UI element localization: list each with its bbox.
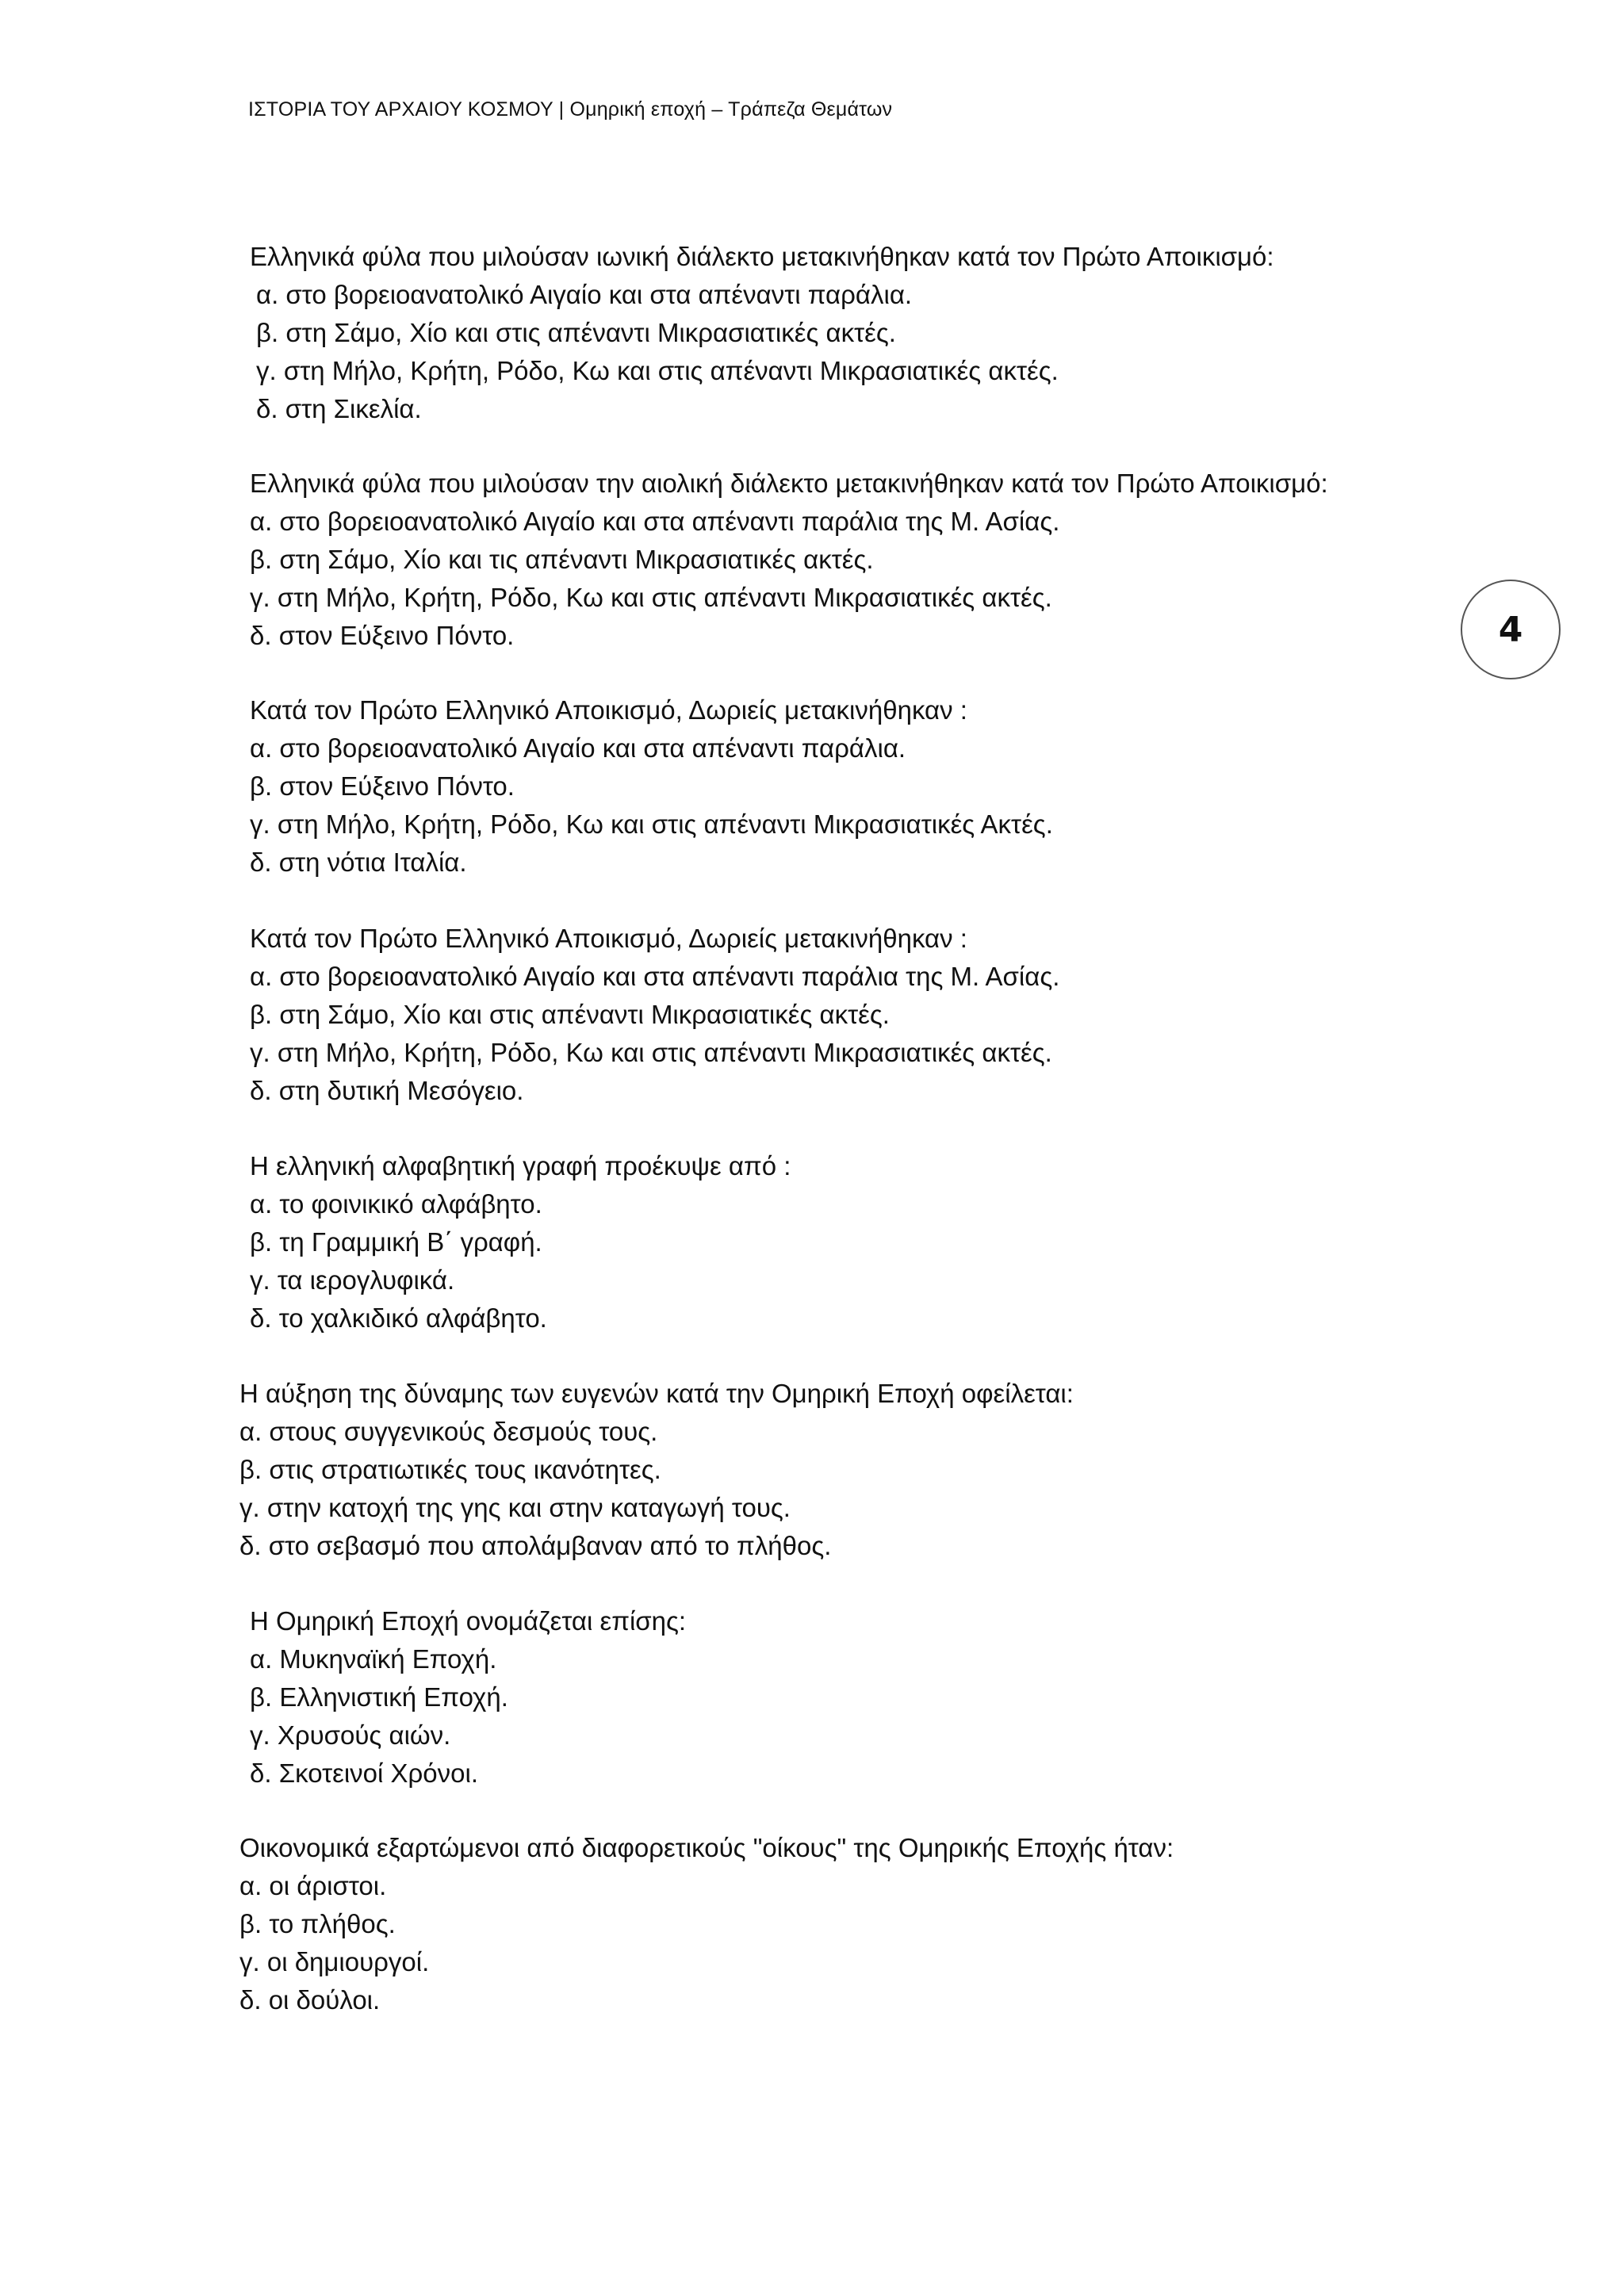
answer-option: δ. στη δυτική Μεσόγειο. bbox=[250, 1076, 524, 1105]
answer-option: γ. στη Μήλο, Κρήτη, Ρόδο, Κω και στις απέναντι Μικρασιατικές Ακτές. bbox=[250, 809, 1053, 839]
question-stem: Κατά τον Πρώτο Ελληνικό Αποικισμό, Δωριείς μετακινήθηκαν : bbox=[250, 924, 967, 953]
answer-option: α. στο βορειοανατολικό Αιγαίο και στα απέναντι παράλια. bbox=[250, 733, 906, 763]
answer-option: δ. οι δούλοι. bbox=[239, 1985, 381, 2015]
answer-option: β. στη Σάμο, Χίο και στις απέναντι Μικρασιατικές ακτές. bbox=[250, 1000, 890, 1029]
question-stem: Ελληνικά φύλα που μιλούσαν ιωνική διάλεκτο μετακινήθηκαν κατά τον Πρώτο Αποικισμό: bbox=[250, 242, 1274, 271]
answer-option: α. οι άριστοι. bbox=[239, 1871, 387, 1900]
answer-option: α. το φοινικικό αλφάβητο. bbox=[250, 1189, 542, 1219]
answer-option: α. στο βορειοανατολικό Αιγαίο και στα απέναντι παράλια της Μ. Ασίας. bbox=[250, 962, 1060, 991]
answer-option: γ. οι δημιουργοί. bbox=[239, 1947, 430, 1976]
answer-option: δ. στη νότια Ιταλία. bbox=[250, 848, 467, 877]
answer-option: γ. στη Μήλο, Κρήτη, Ρόδο, Κω και στις απέναντι Μικρασιατικές ακτές. bbox=[250, 1038, 1052, 1067]
answer-option: β. στις στρατιωτικές τους ικανότητες. bbox=[239, 1455, 661, 1484]
question-1 bbox=[250, 238, 1274, 428]
question-7 bbox=[250, 1602, 686, 1793]
page-number-badge: 4 bbox=[1461, 580, 1561, 679]
answer-option: β. στον Εύξεινο Πόντο. bbox=[250, 771, 515, 801]
answer-option: α. στους συγγενικούς δεσμούς τους. bbox=[239, 1417, 658, 1446]
question-2 bbox=[250, 465, 1328, 655]
answer-option: γ. Χρυσούς αιών. bbox=[250, 1720, 451, 1750]
answer-option: β. το πλήθος. bbox=[239, 1909, 396, 1938]
question-8 bbox=[239, 1829, 1174, 2019]
question-6 bbox=[239, 1375, 1074, 1565]
question-stem: Ελληνικά φύλα που μιλούσαν την αιολική διάλεκτο μετακινήθηκαν κατά τον Πρώτο Αποικισμό: bbox=[250, 469, 1328, 498]
answer-option: α. στο βορειοανατολικό Αιγαίο και στα απέναντι παράλια. bbox=[256, 280, 913, 309]
question-stem: Οικονομικά εξαρτώμενοι από διαφορετικούς "οίκους" της Ομηρικής Εποχής ήταν: bbox=[239, 1833, 1174, 1862]
answer-option: β. τη Γραμμική Β΄ γραφή. bbox=[250, 1227, 542, 1257]
question-stem: Η Ομηρική Εποχή ονομάζεται επίσης: bbox=[250, 1606, 687, 1636]
question-4 bbox=[250, 920, 1059, 1110]
question-5 bbox=[250, 1147, 791, 1337]
answer-option: γ. στη Μήλο, Κρήτη, Ρόδο, Κω και στις απέναντι Μικρασιατικές ακτές. bbox=[250, 583, 1052, 612]
answer-option: α. στο βορειοανατολικό Αιγαίο και στα απέναντι παράλια της Μ. Ασίας. bbox=[250, 507, 1060, 536]
answer-option: γ. τα ιερογλυφικά. bbox=[250, 1265, 455, 1295]
answer-option: β. στη Σάμο, Χίο και στις απέναντι Μικρασιατικές ακτές. bbox=[256, 318, 896, 347]
answer-option: γ. στην κατοχή της γης και στην καταγωγή τους. bbox=[239, 1493, 791, 1522]
question-stem: Κατά τον Πρώτο Ελληνικό Αποικισμό, Δωριείς μετακινήθηκαν : bbox=[250, 695, 967, 725]
answer-option: δ. Σκοτεινοί Χρόνοι. bbox=[250, 1758, 479, 1788]
answer-option: β. στη Σάμο, Χίο και τις απέναντι Μικρασιατικές ακτές. bbox=[250, 545, 874, 574]
answer-option: δ. στη Σικελία. bbox=[256, 394, 422, 423]
answer-option: γ. στη Μήλο, Κρήτη, Ρόδο, Κω και στις απέναντι Μικρασιατικές ακτές. bbox=[256, 356, 1059, 385]
question-stem: Η ελληνική αλφαβητική γραφή προέκυψε από : bbox=[250, 1151, 791, 1181]
answer-option: α. Μυκηναϊκή Εποχή. bbox=[250, 1644, 497, 1674]
question-3 bbox=[250, 691, 1053, 882]
page-header: ΙΣΤΟΡΙΑ ΤΟΥ ΑΡΧΑΙΟΥ ΚΟΣΜΟΥ | Ομηρική εποχή – Τράπεζα Θεμάτων bbox=[248, 98, 893, 121]
answer-option: δ. στον Εύξεινο Πόντο. bbox=[250, 621, 515, 650]
answer-option: δ. το χαλκιδικό αλφάβητο. bbox=[250, 1303, 547, 1333]
question-stem: Η αύξηση της δύναμης των ευγενών κατά την Ομηρική Εποχή οφείλεται: bbox=[239, 1379, 1074, 1408]
answer-option: δ. στο σεβασμό που απολάμβαναν από το πλήθος. bbox=[239, 1531, 832, 1560]
answer-option: β. Ελληνιστική Εποχή. bbox=[250, 1682, 508, 1712]
